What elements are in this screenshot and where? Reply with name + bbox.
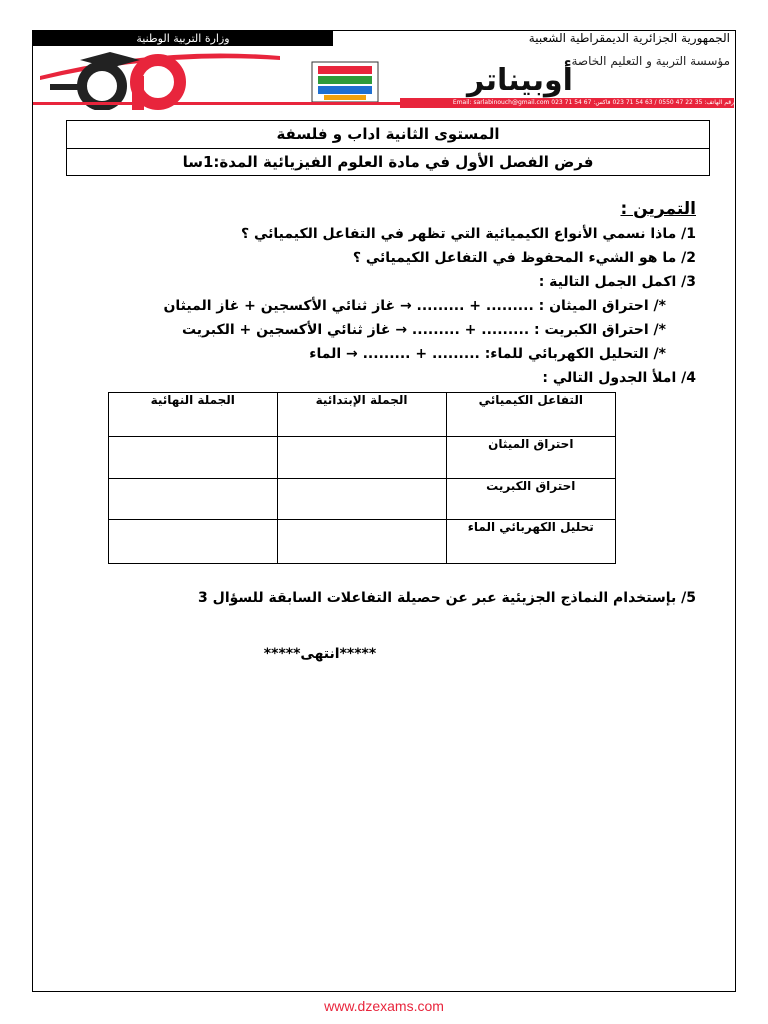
table-cell	[109, 437, 278, 479]
question-3: 3/ اكمل الجمل التالية :	[538, 274, 696, 290]
question-3-item-c: */ التحليل الكهربائي للماء: ......... + ......... → الماء	[309, 346, 666, 362]
level-title: المستوى الثانية اداب و فلسفة	[276, 125, 500, 143]
question-5: 5/ بإستخدام النماذج الجزيئية عبر عن حصيلة التفاعلات السابقة للسؤال 3	[198, 590, 696, 606]
table-header-row	[109, 393, 616, 437]
exam-title: فرض الفصل الأول في مادة العلوم الفيزيائية المدة:1سا	[67, 148, 709, 176]
exercise-heading: التمرين :	[620, 199, 696, 219]
header-divider	[33, 102, 403, 105]
table-header-cell: الجملة الإبتدائية	[277, 393, 446, 437]
table-header-cell: الجملة النهائية	[109, 393, 278, 437]
question-3-item-b: */ احتراق الكبريت : ......... + ......... → غاز ثنائي الأكسجين + الكبريت	[181, 322, 666, 338]
contact-bar: رقم الهاتف: 35 22 47 0550 / 63 54 71 023 فاكس: 67 54 71 023 Email: sarlabinouch@gmail.com	[400, 98, 734, 108]
institution-name: مؤسسة التربية و التعليم الخاصة	[571, 54, 730, 68]
table-row	[109, 520, 616, 564]
table-header-cell: التفاعل الكيميائي	[446, 393, 615, 437]
brand-name: أوبيناتر	[467, 63, 573, 98]
table-cell	[277, 479, 446, 520]
ministry-banner: وزارة التربية الوطنية	[33, 31, 333, 46]
question-2: 2/ ما هو الشيء المحفوظ في التفاعل الكيميائي ؟	[352, 250, 696, 266]
table-cell: احتراق الميثان	[446, 437, 615, 479]
table-cell	[109, 479, 278, 520]
levels-badge-icon	[310, 60, 380, 104]
republic-header: الجمهورية الجزائرية الديمقراطية الشعبية	[528, 31, 730, 45]
table-row	[109, 437, 616, 479]
table-cell: احتراق الكبريت	[446, 479, 615, 520]
reactions-table	[108, 392, 616, 564]
table-cell	[109, 520, 278, 564]
table-cell	[277, 437, 446, 479]
exam-title-box	[66, 120, 710, 176]
exercise-section	[80, 196, 696, 390]
question-4: 4/ املأ الجدول التالي :	[542, 370, 696, 386]
question-3-item-a: */ احتراق الميثان : ......... + ......... → غاز ثنائي الأكسجين + غاز الميثان	[163, 298, 666, 314]
question-1: 1/ ماذا نسمي الأنواع الكيميائية التي تظهر في التفاعل الكيميائي ؟	[240, 226, 696, 242]
table-row	[109, 479, 616, 520]
table-cell: تحليل الكهربائي الماء	[446, 520, 615, 564]
end-marker: *****انتهى*****	[263, 646, 377, 662]
website-link[interactable]: www.dzexams.com	[324, 998, 444, 1014]
brand-logo-icon	[40, 46, 280, 110]
table-cell	[277, 520, 446, 564]
